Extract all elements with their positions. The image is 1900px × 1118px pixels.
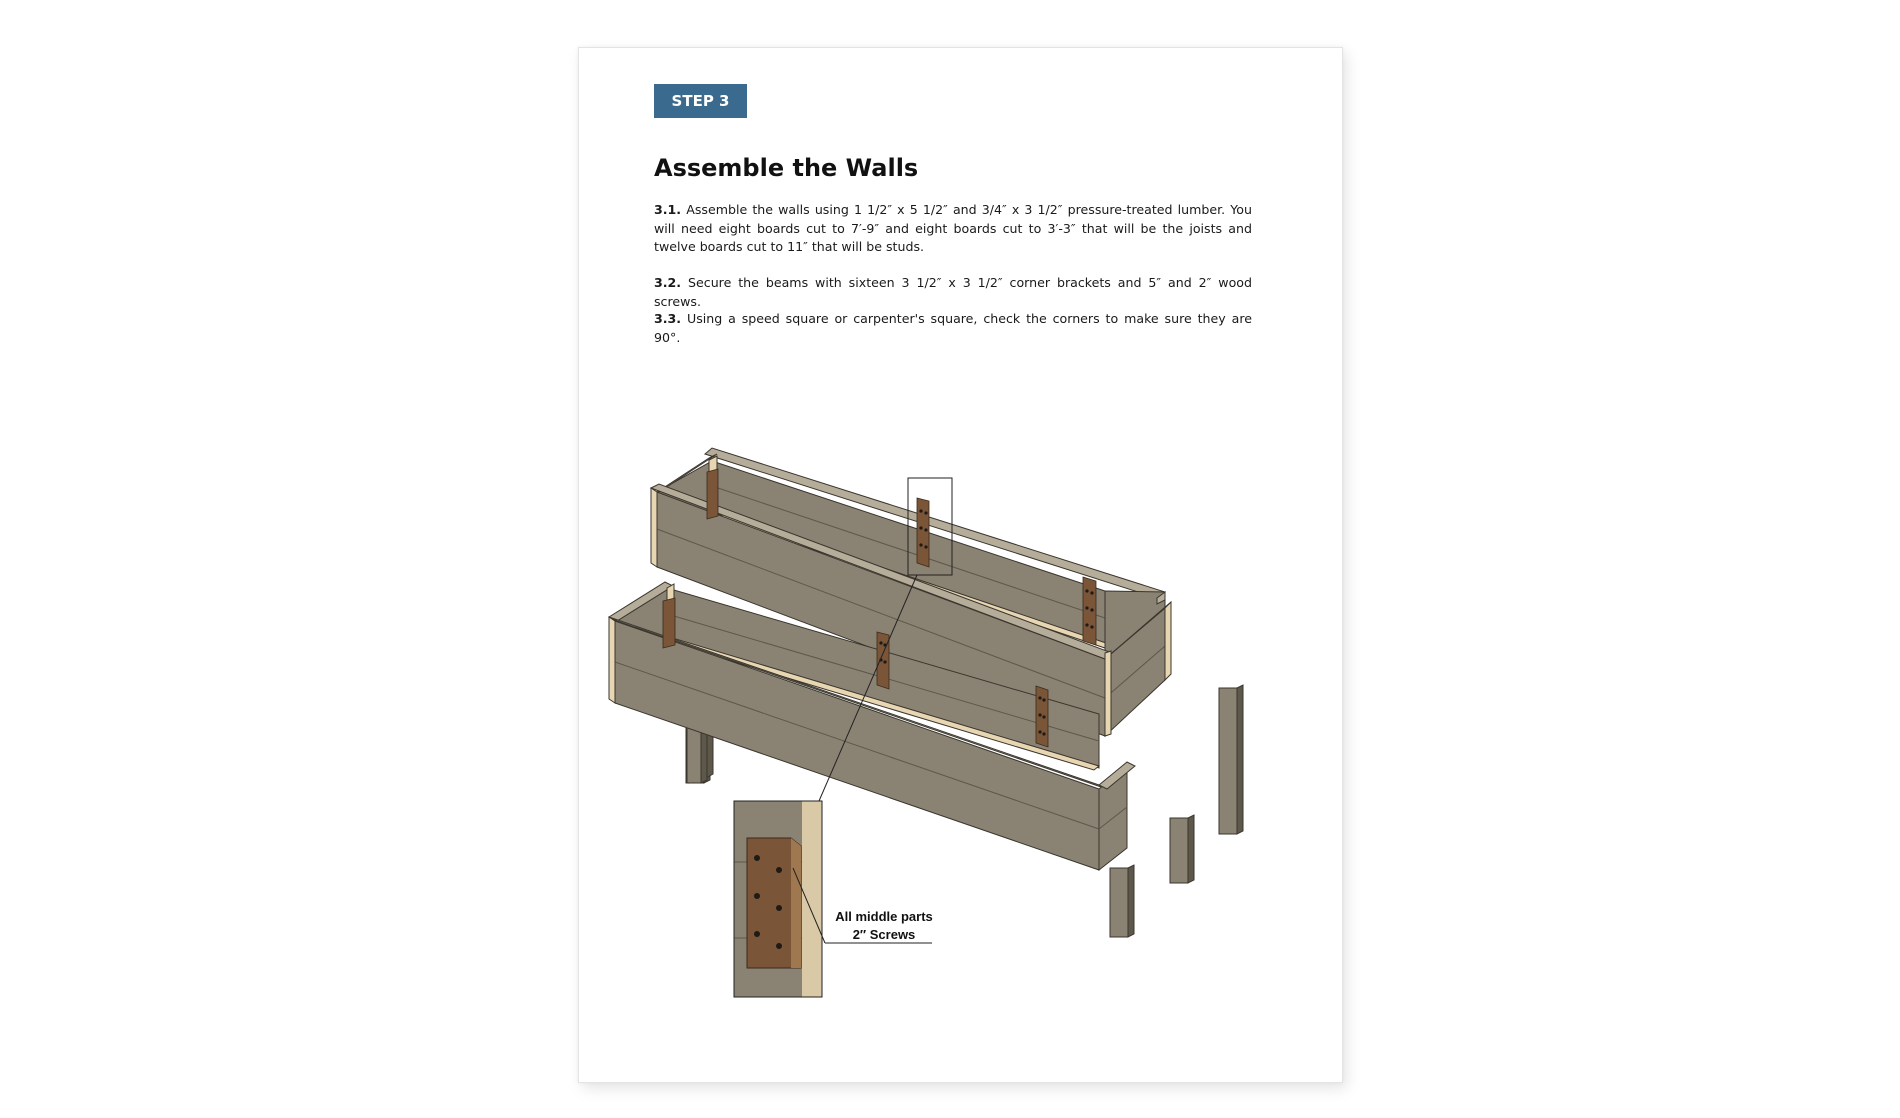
instruction-text: Using a speed square or carpenter's square, check the corners to make sure they are 90°. (654, 311, 1252, 345)
callout-label-line1: All middle parts (835, 909, 933, 924)
instruction-number: 3.3. (654, 311, 682, 326)
instruction-text: Assemble the walls using 1 1/2″ x 5 1/2″ and 3/4″ x 3 1/2″ pressure-treated lumber. You will need eight boards cut to 7′-9″ and eight boards cut to 3′-3″ that will be the joists and twelve boards cut to 11″ that will be studs. (654, 202, 1252, 254)
document-page (578, 47, 1343, 1083)
step-badge: STEP 3 (654, 84, 747, 118)
callout-label-line2: 2″ Screws (852, 927, 916, 942)
planter-assembly-illustration (579, 48, 1344, 1084)
instruction-number: 3.2. (654, 275, 682, 290)
instruction-number: 3.1. (654, 202, 682, 217)
page-title: Assemble the Walls (654, 154, 919, 182)
instruction-text: Secure the beams with sixteen 3 1/2″ x 3 1/2″ corner brackets and 5″ and 2″ wood screws. (654, 275, 1252, 309)
detail-inset (734, 801, 932, 997)
